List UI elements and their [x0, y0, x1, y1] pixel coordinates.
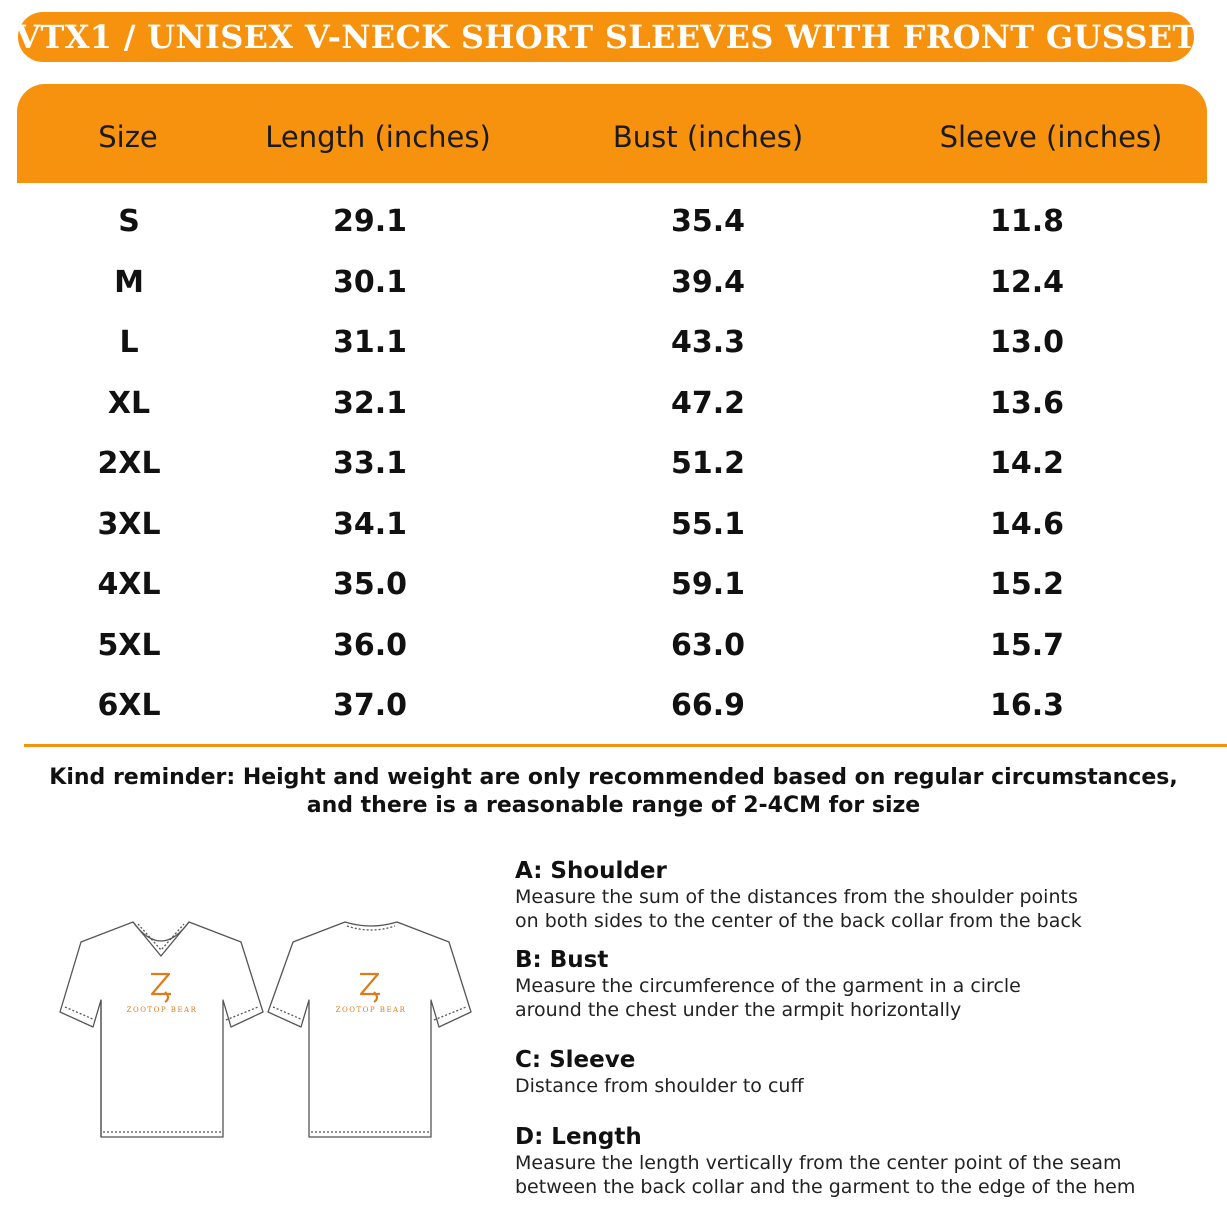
header-length: Length (inches): [265, 120, 491, 154]
measure-description: Measure the length vertically from the center point of the seam between the back collar and the garment to the edge of the hem: [515, 1152, 1136, 1198]
kind-reminder: [20, 764, 1207, 820]
cell-sleeve: 12.4: [989, 265, 1065, 300]
cell-bust: 55.1: [670, 507, 746, 542]
cell-bust: 51.2: [670, 446, 746, 481]
cell-sleeve: 11.8: [989, 204, 1065, 239]
tshirt-front-icon: [60, 922, 263, 1137]
measure-description: Measure the circumference of the garment in a circle around the chest under the armpit horizontally: [515, 975, 1021, 1021]
cell-sleeve: 15.7: [989, 628, 1065, 663]
measure-title: C: Sleeve: [515, 1047, 636, 1073]
header-size: Size: [98, 120, 158, 154]
cell-sleeve: 14.2: [989, 446, 1065, 481]
table-divider: [24, 744, 1227, 747]
page-title: VTX1 / UNISEX V-NECK SHORT SLEEVES WITH FRONT GUSSET: [15, 18, 1197, 56]
reminder-line-2: and there is a reasonable range of 2-4CM for size: [306, 793, 921, 818]
cell-size: XL: [107, 386, 151, 421]
table-row: [17, 192, 1207, 252]
cell-length: 36.0: [332, 628, 408, 663]
tshirt-illustration: [55, 912, 475, 1147]
tshirt-back-icon: [268, 922, 471, 1137]
cell-size: 2XL: [97, 446, 161, 481]
cell-length: 29.1: [332, 204, 408, 239]
cell-length: 31.1: [332, 325, 408, 360]
table-row: [17, 495, 1207, 555]
cell-size: 4XL: [97, 567, 161, 602]
cell-sleeve: 13.6: [989, 386, 1065, 421]
cell-size: 5XL: [97, 628, 161, 663]
cell-bust: 39.4: [670, 265, 746, 300]
cell-bust: 59.1: [670, 567, 746, 602]
cell-sleeve: 15.2: [989, 567, 1065, 602]
table-row: [17, 313, 1207, 373]
header-bust: Bust (inches): [612, 120, 804, 154]
reminder-line-1: Kind reminder: Height and weight are only recommended based on regular circumstances,: [49, 765, 1178, 790]
measure-length: [515, 1123, 1215, 1199]
cell-length: 34.1: [332, 507, 408, 542]
size-table-header: [17, 84, 1207, 183]
cell-size: S: [118, 204, 140, 239]
cell-bust: 63.0: [670, 628, 746, 663]
table-row: [17, 434, 1207, 494]
measure-title: D: Length: [515, 1124, 642, 1150]
cell-sleeve: 14.6: [989, 507, 1065, 542]
header-sleeve: Sleeve (inches): [939, 120, 1163, 154]
cell-size: L: [119, 325, 139, 360]
measure-description: Measure the sum of the distances from the shoulder points on both sides to the center of the back collar from the back: [515, 886, 1082, 932]
measure-shoulder: [515, 857, 1215, 933]
back-logo-text: ZOOTOP BEAR: [335, 1006, 407, 1014]
front-logo-text: ZOOTOP BEAR: [126, 1006, 198, 1014]
table-row: [17, 676, 1207, 736]
cell-bust: 66.9: [670, 688, 746, 723]
measure-description: Distance from shoulder to cuff: [515, 1075, 804, 1097]
measure-sleeve: [515, 1046, 1215, 1098]
cell-length: 32.1: [332, 386, 408, 421]
table-row: [17, 253, 1207, 313]
cell-bust: 47.2: [670, 386, 746, 421]
cell-size: 6XL: [97, 688, 161, 723]
cell-sleeve: 13.0: [989, 325, 1065, 360]
cell-bust: 35.4: [670, 204, 746, 239]
table-row: [17, 616, 1207, 676]
cell-size: M: [114, 265, 144, 300]
cell-length: 35.0: [332, 567, 408, 602]
cell-length: 33.1: [332, 446, 408, 481]
measure-title: A: Shoulder: [515, 858, 667, 884]
table-row: [17, 555, 1207, 615]
cell-bust: 43.3: [670, 325, 746, 360]
cell-length: 37.0: [332, 688, 408, 723]
table-row: [17, 374, 1207, 434]
cell-length: 30.1: [332, 265, 408, 300]
measure-bust: [515, 946, 1215, 1022]
cell-size: 3XL: [97, 507, 161, 542]
measure-title: B: Bust: [515, 947, 609, 973]
cell-sleeve: 16.3: [989, 688, 1065, 723]
title-banner: [15, 12, 1197, 62]
